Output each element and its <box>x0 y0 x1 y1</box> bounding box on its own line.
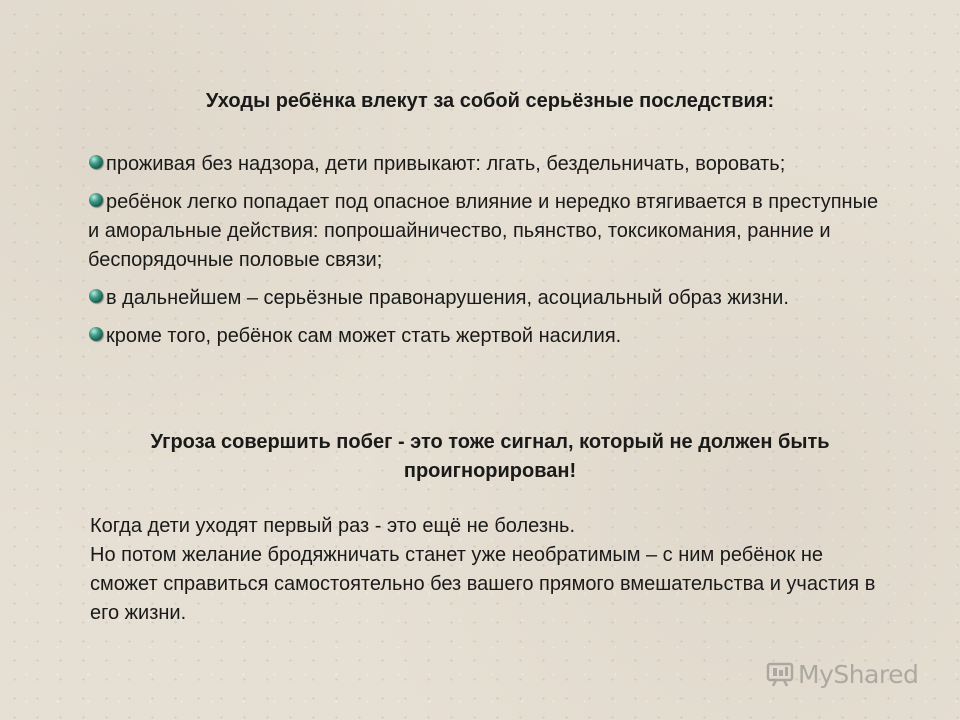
closing-line-1: Когда дети уходят первый раз - это ещё не болезнь. <box>90 515 576 537</box>
warning-heading: Угроза совершить побег - это тоже сигнал, который не должен быть проигнорирован! <box>150 431 830 482</box>
green-sphere-bullet-icon <box>89 327 103 341</box>
watermark <box>766 656 918 692</box>
list-item-text: в дальнейшем – серьёзные правонарушения, асоциальный образ жизни. <box>106 287 789 309</box>
list-item-text: кроме того, ребёнок сам может стать жертвой насилия. <box>106 325 622 347</box>
watermark-text: MyShared <box>798 659 919 689</box>
slide-heading: Уходы ребёнка влекут за собой серьёзные последствия: <box>205 90 775 112</box>
closing-paragraph <box>90 512 880 628</box>
list-item-text: проживая без надзора, дети привыкают: лгать, бездельничать, воровать; <box>106 153 786 175</box>
green-sphere-bullet-icon <box>89 155 103 169</box>
list-item <box>88 150 888 179</box>
list-item-text: ребёнок легко попадает под опасное влияние и нередко втягивается в преступные и аморальные действия: попрошайничество, пьянство, токсикомания, ранние и беспорядочные половые связи; <box>88 191 879 271</box>
closing-line-2: Но потом желание бродяжничать станет уже необратимым – с ним ребёнок не сможет справиться самостоятельно без вашего прямого вмешательства и участия в его жизни. <box>90 544 876 624</box>
green-sphere-bullet-icon <box>89 193 103 207</box>
presentation-board-icon <box>766 660 794 688</box>
list-item <box>88 322 888 351</box>
green-sphere-bullet-icon <box>89 289 103 303</box>
list-item <box>88 284 888 313</box>
consequences-list <box>88 150 888 360</box>
list-item <box>88 188 888 275</box>
